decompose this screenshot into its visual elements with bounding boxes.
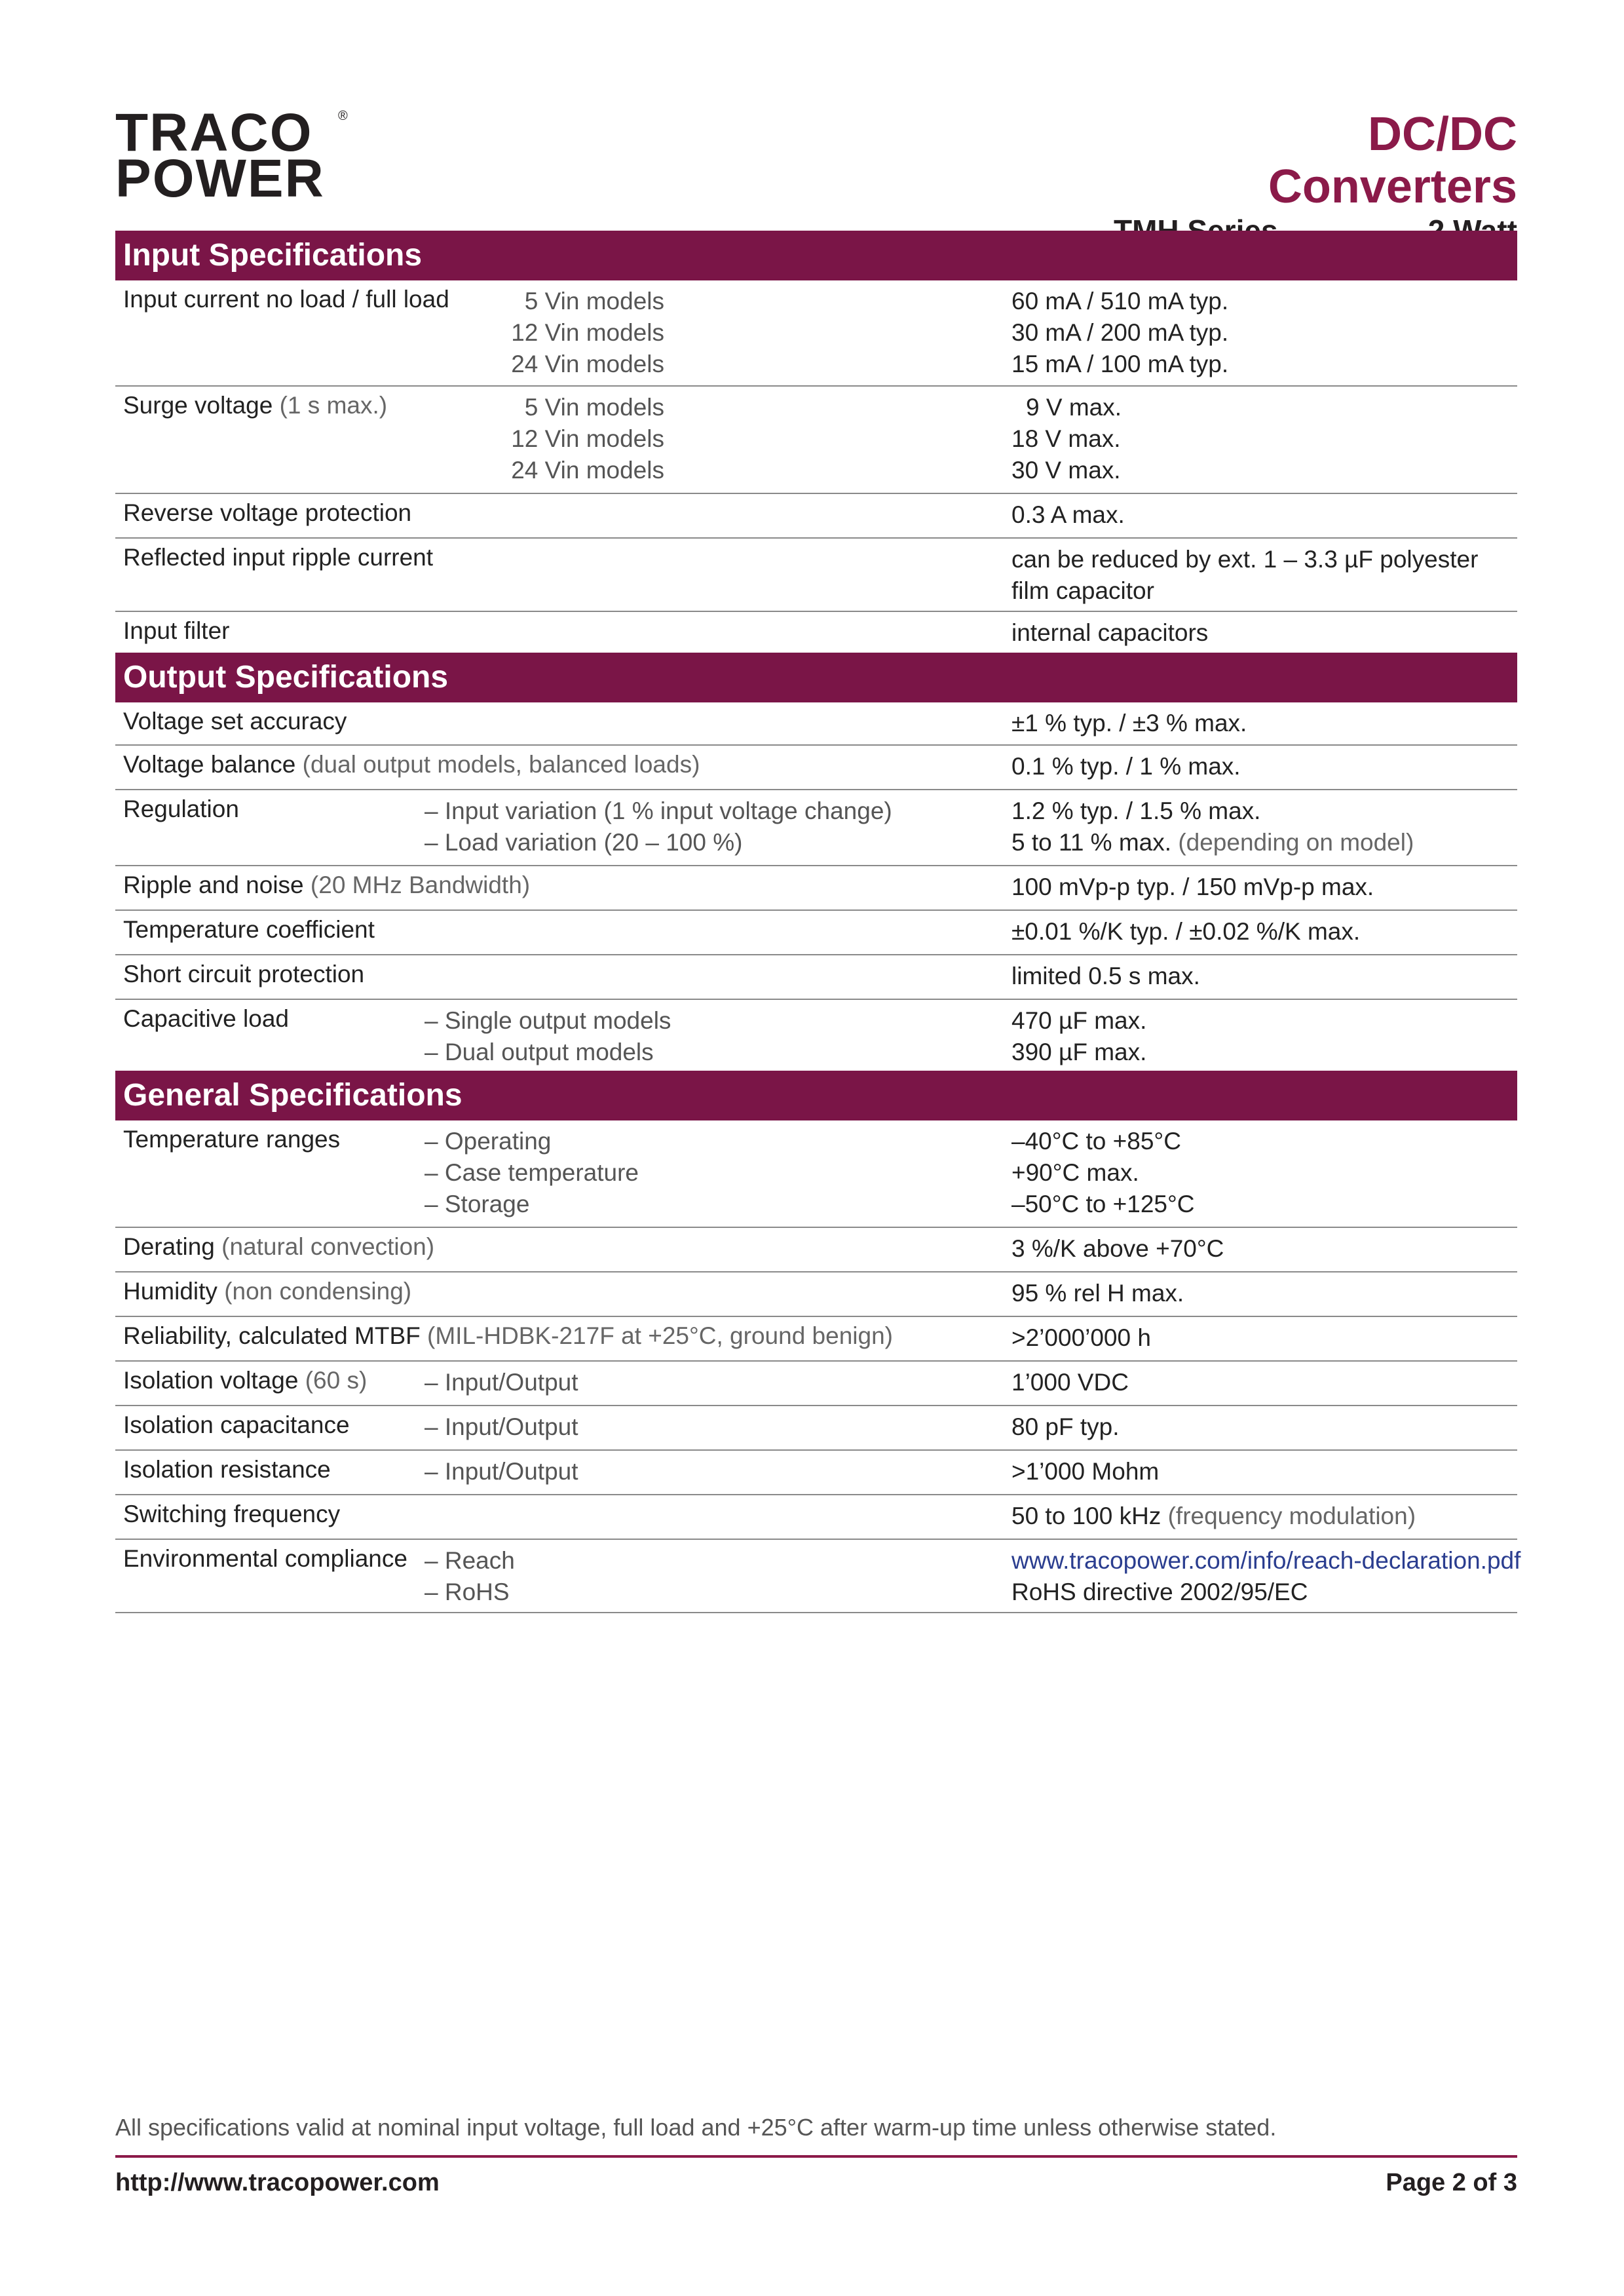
spec-row-short-circuit: [115, 955, 1517, 1000]
page-number: Page 2 of 3: [1386, 2169, 1517, 2196]
model-line: 24 Vin models: [511, 351, 664, 377]
spec-row-temperature-ranges: [115, 1120, 1517, 1228]
spec-value: 80 pF typ.: [1011, 1413, 1120, 1440]
spec-label: Input current no load / full load: [123, 286, 449, 313]
footnote: All specifications valid at nominal input voltage, full load and +25°C after warm-up time unless otherwise stated.: [115, 2114, 1277, 2141]
model-line: 12 Vin models: [511, 425, 664, 452]
condition-line: – RoHS: [425, 1578, 510, 1605]
specification-table: [115, 231, 1521, 1613]
spec-condition: [425, 1545, 515, 1608]
spec-row-regulation: [115, 790, 1517, 866]
tracopower-logo: [115, 103, 348, 208]
value-line: +90°C max.: [1011, 1159, 1139, 1186]
spec-value: [1011, 1501, 1517, 1532]
section-header-input: Input Specifications: [115, 231, 1517, 280]
value-note: (depending on model): [1178, 829, 1414, 856]
spec-label: Temperature coefficient: [123, 916, 375, 943]
value-line: 15 mA / 100 mA typ.: [1011, 351, 1229, 377]
spec-condition: – Input/Output: [425, 1369, 578, 1396]
condition-line: – Storage: [425, 1191, 530, 1217]
spec-value: [1011, 286, 1517, 380]
spec-condition: – Input/Output: [425, 1413, 578, 1440]
spec-value: ±0.01 %/K typ. / ±0.02 %/K max.: [1011, 918, 1361, 945]
spec-value: >2’000’000 h: [1011, 1324, 1151, 1351]
spec-label: [123, 1233, 434, 1261]
value-line: [1011, 827, 1517, 858]
spec-condition: – Input/Output: [425, 1458, 578, 1485]
spec-row-switching-frequency: [115, 1495, 1517, 1540]
value-line: –50°C to +125°C: [1011, 1191, 1195, 1217]
section-header-output: Output Specifications: [115, 653, 1517, 702]
model-line: 12 Vin models: [511, 319, 664, 346]
label-text: Voltage balance: [123, 751, 296, 778]
label-text: Isolation voltage: [123, 1367, 299, 1394]
spec-label: Short circuit protection: [123, 961, 365, 987]
model-line: 24 Vin models: [511, 457, 664, 484]
spec-value: 100 mVp-p typ. / 150 mVp-p max.: [1011, 873, 1374, 900]
label-text: Ripple and noise: [123, 871, 304, 898]
value-line: 390 µF max.: [1011, 1039, 1147, 1065]
logo-line-2: POWER: [115, 149, 325, 208]
spec-value: 0.1 % typ. / 1 % max.: [1011, 753, 1241, 780]
spec-label: Temperature ranges: [123, 1126, 341, 1153]
value-line: 9 V max.: [1026, 394, 1122, 421]
section-header-general: General Specifications: [115, 1071, 1517, 1120]
spec-row-isolation-voltage: [115, 1362, 1517, 1406]
value-text: 5 to 11 % max.: [1011, 829, 1172, 856]
spec-label: Capacitive load: [123, 1005, 289, 1032]
label-text: Reliability, calculated MTBF: [123, 1322, 421, 1349]
condition-line: – Case temperature: [425, 1159, 639, 1186]
registered-mark: ®: [338, 109, 348, 123]
spec-row-input-filter: [115, 612, 1517, 653]
condition-line: – Operating: [425, 1128, 552, 1155]
spec-value: [1011, 1126, 1517, 1220]
spec-row-voltage-accuracy: [115, 702, 1517, 746]
condition-line: – Single output models: [425, 1007, 671, 1034]
spec-label: Input filter: [123, 617, 230, 644]
footer-url-link[interactable]: http://www.tracopower.com: [115, 2169, 440, 2196]
spec-label: Switching frequency: [123, 1501, 341, 1527]
spec-label: Isolation resistance: [123, 1456, 331, 1483]
label-text: Humidity: [123, 1278, 217, 1305]
spec-row-isolation-resistance: [115, 1451, 1517, 1495]
spec-row-surge-voltage: [115, 387, 1517, 494]
spec-row-isolation-capacitance: [115, 1406, 1517, 1451]
label-text: Surge voltage: [123, 392, 273, 419]
spec-label: [123, 1278, 411, 1305]
spec-row-reflected-ripple: [115, 539, 1517, 612]
spec-label: [123, 871, 530, 899]
spec-row-ripple-noise: [115, 866, 1517, 911]
spec-row-reverse-voltage: [115, 494, 1517, 539]
label-note: (non condensing): [224, 1278, 412, 1305]
value-line: 18 V max.: [1011, 425, 1121, 452]
value-line: –40°C to +85°C: [1011, 1128, 1181, 1155]
label-note: (60 s): [305, 1367, 368, 1394]
condition-line: – Load variation (20 – 100 %): [425, 829, 743, 856]
spec-value: can be reduced by ext. 1 – 3.3 µF polyester film capacitor: [1011, 546, 1479, 604]
label-note: (MIL-HDBK-217F at +25°C, ground benign): [427, 1322, 893, 1349]
spec-row-temp-coefficient: [115, 911, 1517, 955]
spec-value: limited 0.5 s max.: [1011, 963, 1200, 989]
spec-label: [123, 1322, 893, 1350]
label-note: (dual output models, balanced loads): [302, 751, 700, 778]
label-text: Derating: [123, 1233, 215, 1260]
value-line: 30 mA / 200 mA typ.: [1011, 319, 1229, 346]
spec-value: ±1 % typ. / ±3 % max.: [1011, 710, 1247, 737]
model-line: 5 Vin models: [524, 288, 664, 315]
value-line: RoHS directive 2002/95/EC: [1011, 1578, 1308, 1605]
spec-label: Regulation: [123, 795, 239, 822]
spec-value: >1’000 Mohm: [1011, 1458, 1160, 1485]
value-note: (frequency modulation): [1167, 1502, 1416, 1529]
spec-row-mtbf: [115, 1317, 1517, 1362]
spec-row-voltage-balance: [115, 746, 1517, 790]
spec-value: internal capacitors: [1011, 619, 1209, 646]
spec-label: [123, 392, 387, 419]
document-title: DC/DC Converters: [1268, 108, 1517, 213]
value-line: 60 mA / 510 mA typ.: [1011, 288, 1229, 315]
condition-line: – Dual output models: [425, 1039, 654, 1065]
spec-label: [123, 1367, 367, 1394]
spec-label: Voltage set accuracy: [123, 708, 347, 735]
spec-row-environmental-compliance: [115, 1540, 1521, 1613]
spec-condition: [425, 795, 892, 858]
value-line: 30 V max.: [1011, 457, 1121, 484]
value-line: 470 µF max.: [1011, 1007, 1147, 1034]
model-line: 5 Vin models: [524, 394, 664, 421]
spec-row-derating: [115, 1228, 1517, 1272]
spec-value: 3 %/K above +70°C: [1011, 1235, 1224, 1262]
value-text: 50 to 100 kHz: [1011, 1502, 1161, 1529]
spec-row-input-current: [115, 280, 1517, 387]
spec-value: 0.3 A max.: [1011, 501, 1125, 528]
spec-value: [1011, 392, 1517, 486]
spec-label: Reflected input ripple current: [123, 544, 434, 571]
value-line: 1.2 % typ. / 1.5 % max.: [1011, 797, 1261, 824]
label-note: (1 s max.): [279, 392, 388, 419]
spec-label: Environmental compliance: [123, 1545, 407, 1572]
label-note: (20 MHz Bandwidth): [310, 871, 531, 898]
logo-line-1: TRACO: [115, 103, 313, 163]
spec-row-capacitive-load: [115, 1000, 1517, 1071]
spec-value: [1011, 1005, 1517, 1068]
spec-models: [511, 286, 664, 380]
spec-label: Isolation capacitance: [123, 1411, 350, 1438]
label-note: (natural convection): [221, 1233, 435, 1260]
spec-value: [1011, 1545, 1521, 1608]
condition-line: – Input variation (1 % input voltage change): [425, 797, 892, 824]
spec-condition: [425, 1005, 671, 1068]
spec-value: 1’000 VDC: [1011, 1369, 1129, 1396]
condition-line: – Reach: [425, 1547, 515, 1574]
spec-label: Reverse voltage protection: [123, 499, 412, 526]
reach-declaration-link[interactable]: www.tracopower.com/info/reach-declaration.pdf: [1011, 1547, 1521, 1574]
spec-value: 95 % rel H max.: [1011, 1280, 1184, 1307]
spec-value: [1011, 795, 1517, 858]
spec-label: [123, 751, 700, 778]
footer-divider: [115, 2155, 1517, 2158]
spec-models: [511, 392, 664, 486]
spec-condition: [425, 1126, 639, 1220]
spec-row-humidity: [115, 1272, 1517, 1317]
